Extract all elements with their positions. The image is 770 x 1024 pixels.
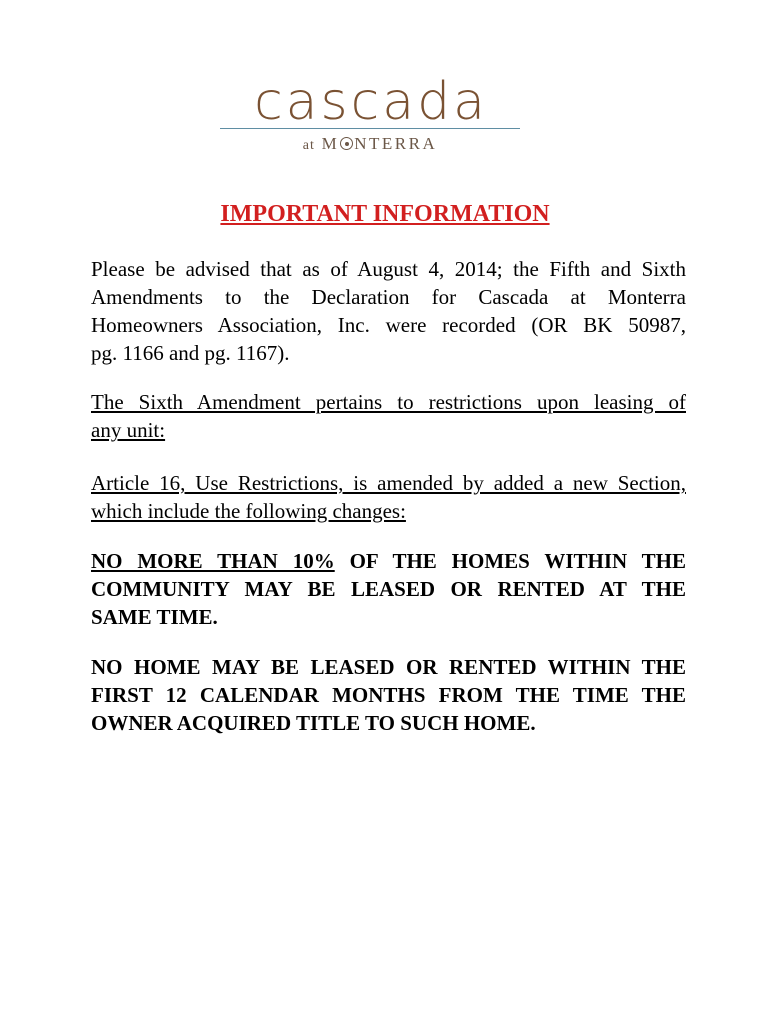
paragraph-line: which include the following changes: xyxy=(91,499,406,523)
paragraph-line: NO HOME MAY BE LEASED OR RENTED WITHIN THE xyxy=(91,655,686,679)
paragraph-ten-percent-rule xyxy=(91,547,686,631)
rule-line1-rest: OF THE HOMES WITHIN THE xyxy=(334,549,687,573)
logo-sub-at: at xyxy=(302,138,315,153)
logo-circle-icon xyxy=(340,137,353,150)
paragraph-line: SAME TIME. xyxy=(91,605,218,629)
cascada-logo xyxy=(210,70,530,160)
paragraph-line: Amendments to the Declaration for Cascada at Monterra xyxy=(91,285,686,309)
paragraph-line: OWNER ACQUIRED TITLE TO SUCH HOME. xyxy=(91,711,536,735)
logo-subtitle xyxy=(220,134,520,154)
paragraph-twelve-month-rule xyxy=(91,653,686,737)
paragraph-line: pg. 1166 and pg. 1167). xyxy=(91,341,290,365)
page-title: IMPORTANT INFORMATION xyxy=(220,201,550,227)
paragraph-line: Please be advised that as of August 4, 2014; the Fifth and Sixth xyxy=(91,257,686,281)
paragraph-line: COMMUNITY MAY BE LEASED OR RENTED AT THE xyxy=(91,577,686,601)
rule-emphasis: NO MORE THAN 10% xyxy=(91,549,335,573)
logo-sub-m: M xyxy=(321,134,340,153)
paragraph-sixth-amendment xyxy=(91,388,686,444)
logo-divider xyxy=(220,128,520,129)
paragraph-line: The Sixth Amendment pertains to restrictions upon leasing of xyxy=(91,390,686,414)
paragraph-announcement xyxy=(91,255,686,367)
logo-wordmark: cascada xyxy=(254,72,488,132)
paragraph-line xyxy=(91,547,686,575)
paragraph-line: Article 16, Use Restrictions, is amended by added a new Section, xyxy=(91,471,686,495)
paragraph-article-16 xyxy=(91,469,686,525)
paragraph-line: Homeowners Association, Inc. were recorded (OR BK 50987, xyxy=(91,313,686,337)
paragraph-line: FIRST 12 CALENDAR MONTHS FROM THE TIME THE xyxy=(91,683,686,707)
paragraph-line: any unit: xyxy=(91,418,166,442)
logo-sub-nterra: NTERRA xyxy=(354,134,438,153)
